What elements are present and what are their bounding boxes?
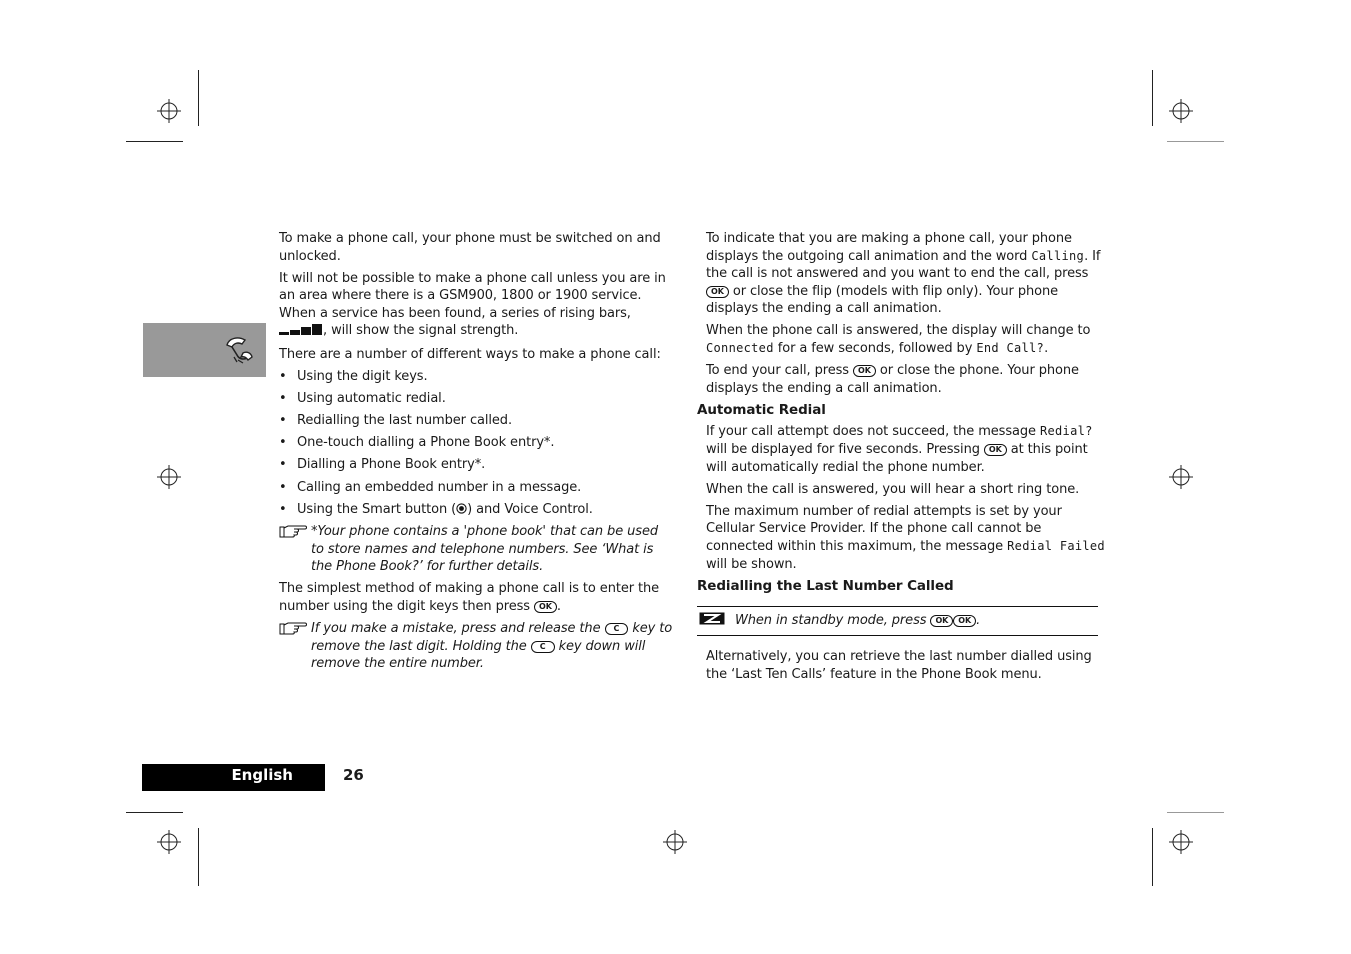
paragraph-text: or close the flip (models with flip only). Your phone displays the ending a call animation. bbox=[706, 283, 1059, 317]
paragraph-text: , will show the signal strength. bbox=[323, 323, 519, 339]
list-item: • Using automatic redial. bbox=[279, 390, 446, 406]
list-item-text: Calling an embedded number in a message. bbox=[297, 479, 582, 495]
note bbox=[279, 523, 674, 576]
list-item-text: Redialling the last number called. bbox=[297, 413, 512, 429]
smart-button-icon bbox=[456, 503, 467, 514]
display-text: Connected bbox=[706, 341, 774, 356]
registration-mark-icon bbox=[157, 99, 181, 123]
paragraph-text: . If the call is not answered and you want to end the call, press bbox=[706, 248, 1101, 282]
ok-key-icon: OK bbox=[706, 286, 729, 298]
shortcut-tip bbox=[697, 606, 1098, 636]
ok-key-icon: OK bbox=[953, 615, 976, 627]
paragraph: There are a number of different ways to make a phone call: bbox=[279, 346, 661, 362]
paragraph bbox=[706, 230, 1106, 318]
paragraph-text: When the phone call is answered, the display will change to bbox=[706, 323, 1091, 339]
language-bar bbox=[142, 764, 325, 791]
paragraph bbox=[279, 580, 674, 615]
registration-mark-icon bbox=[157, 830, 181, 854]
paragraph-text: To indicate that you are making a phone call, your phone displays the outgoing call animation and the word bbox=[706, 231, 1072, 264]
list-item: • Using the Smart button ( ) and Voice Control. bbox=[279, 501, 593, 517]
list-item-text: One-touch dialling a Phone Book entry*. bbox=[297, 435, 555, 451]
display-text: Redial? bbox=[1039, 424, 1093, 439]
paragraph: Alternatively, you can retrieve the last number dialled using the ‘Last Ten Calls’ feature in the Phone Book menu. bbox=[706, 649, 1092, 682]
tip-text: . bbox=[976, 613, 981, 629]
phone-call-icon bbox=[223, 333, 255, 365]
list-item-text: Dialling a Phone Book entry*. bbox=[297, 457, 486, 473]
shortcut-icon bbox=[697, 612, 735, 631]
paragraph bbox=[706, 423, 1106, 476]
note bbox=[279, 620, 674, 673]
note-text: If you make a mistake, press and release the bbox=[311, 620, 601, 636]
ok-key-icon: OK bbox=[853, 365, 876, 377]
list-item-text: Using automatic redial. bbox=[297, 390, 446, 406]
registration-mark-icon bbox=[663, 830, 687, 854]
display-text: End Call? bbox=[976, 341, 1045, 356]
ok-key-icon: OK bbox=[930, 615, 953, 627]
paragraph-text: for a few seconds, followed by bbox=[777, 341, 973, 357]
section-heading: Automatic Redial bbox=[697, 401, 826, 418]
registration-mark-icon bbox=[1169, 465, 1193, 489]
c-key-icon: C bbox=[605, 623, 629, 635]
registration-mark-icon bbox=[1169, 99, 1193, 123]
crop-mark bbox=[198, 70, 199, 126]
crop-mark bbox=[126, 812, 183, 813]
crop-mark bbox=[198, 828, 199, 886]
note-text: key to remove the last digit. Holding the bbox=[311, 620, 673, 654]
paragraph: To make a phone call, your phone must be switched on and unlocked. bbox=[279, 231, 661, 264]
paragraph-text: It will not be possible to make a phone call unless you are in an area where there is a GSM900, 1800 or 1900 service. When a service has been found, a series of rising bars, bbox=[279, 270, 666, 321]
tip-text: When in standby mode, press bbox=[735, 613, 927, 629]
ok-key-icon: OK bbox=[534, 601, 557, 613]
paragraph-text: . bbox=[1044, 341, 1049, 357]
crop-mark bbox=[1167, 812, 1224, 813]
list-item: • Dialling a Phone Book entry*. bbox=[279, 457, 486, 473]
crop-mark bbox=[126, 141, 183, 142]
signal-bars-icon bbox=[279, 323, 323, 341]
paragraph-text: The maximum number of redial attempts is set by your Cellular Service Provider. If the phone call cannot be connected within this maximum, the message bbox=[706, 503, 1062, 554]
paragraph-text: . bbox=[556, 598, 561, 614]
paragraph-text: If your call attempt does not succeed, the message bbox=[706, 424, 1036, 440]
paragraph bbox=[706, 322, 1106, 357]
c-key-icon: C bbox=[531, 641, 555, 653]
paragraph bbox=[706, 503, 1106, 573]
registration-mark-icon bbox=[1169, 830, 1193, 854]
note-text: key down will remove the entire number. bbox=[311, 638, 646, 672]
paragraph-text: The simplest method of making a phone call is to enter the number using the digit keys then press bbox=[279, 581, 660, 614]
page-number: 26 bbox=[343, 766, 364, 784]
paragraph-text: will be displayed for five seconds. Pressing bbox=[706, 442, 980, 458]
ok-key-icon: OK bbox=[984, 444, 1007, 456]
language-label: English bbox=[231, 766, 293, 784]
pointing-hand-icon bbox=[279, 620, 311, 673]
display-text: Redial Failed bbox=[1007, 539, 1105, 553]
paragraph-text: at this point will automatically redial the phone number. bbox=[706, 442, 1088, 475]
list-item-text: ) and Voice Control. bbox=[467, 501, 593, 517]
display-text: Calling bbox=[1031, 248, 1085, 263]
list-item: • One-touch dialling a Phone Book entry*. bbox=[279, 435, 555, 451]
right-column bbox=[697, 230, 1106, 688]
paragraph-text: or close the phone. Your phone displays the ending a call animation. bbox=[706, 363, 1079, 396]
list-item: • Calling an embedded number in a message. bbox=[279, 479, 582, 495]
left-column bbox=[279, 230, 674, 677]
list-item: • Redialling the last number called. bbox=[279, 413, 512, 429]
crop-mark bbox=[1152, 70, 1153, 126]
paragraph-text: will be shown. bbox=[706, 556, 797, 572]
crop-mark bbox=[1167, 141, 1224, 142]
section-heading: Redialling the Last Number Called bbox=[697, 577, 954, 594]
paragraph bbox=[706, 362, 1106, 397]
list-item-text: Using the digit keys. bbox=[297, 368, 428, 384]
crop-mark bbox=[1152, 828, 1153, 886]
paragraph-text: To end your call, press bbox=[706, 363, 849, 379]
registration-mark-icon bbox=[157, 465, 181, 489]
paragraph bbox=[279, 270, 674, 341]
list-item-text: Using the Smart button ( bbox=[297, 501, 457, 517]
list-item: • Using the digit keys. bbox=[279, 368, 428, 384]
paragraph: When the call is answered, you will hear a short ring tone. bbox=[706, 481, 1080, 497]
note-text: *Your phone contains a 'phone book' that can be used to store names and telephone numbers. See ‘What is the Phone Book?’ for further details. bbox=[311, 523, 659, 575]
chapter-tab bbox=[143, 323, 266, 377]
pointing-hand-icon bbox=[279, 523, 311, 576]
